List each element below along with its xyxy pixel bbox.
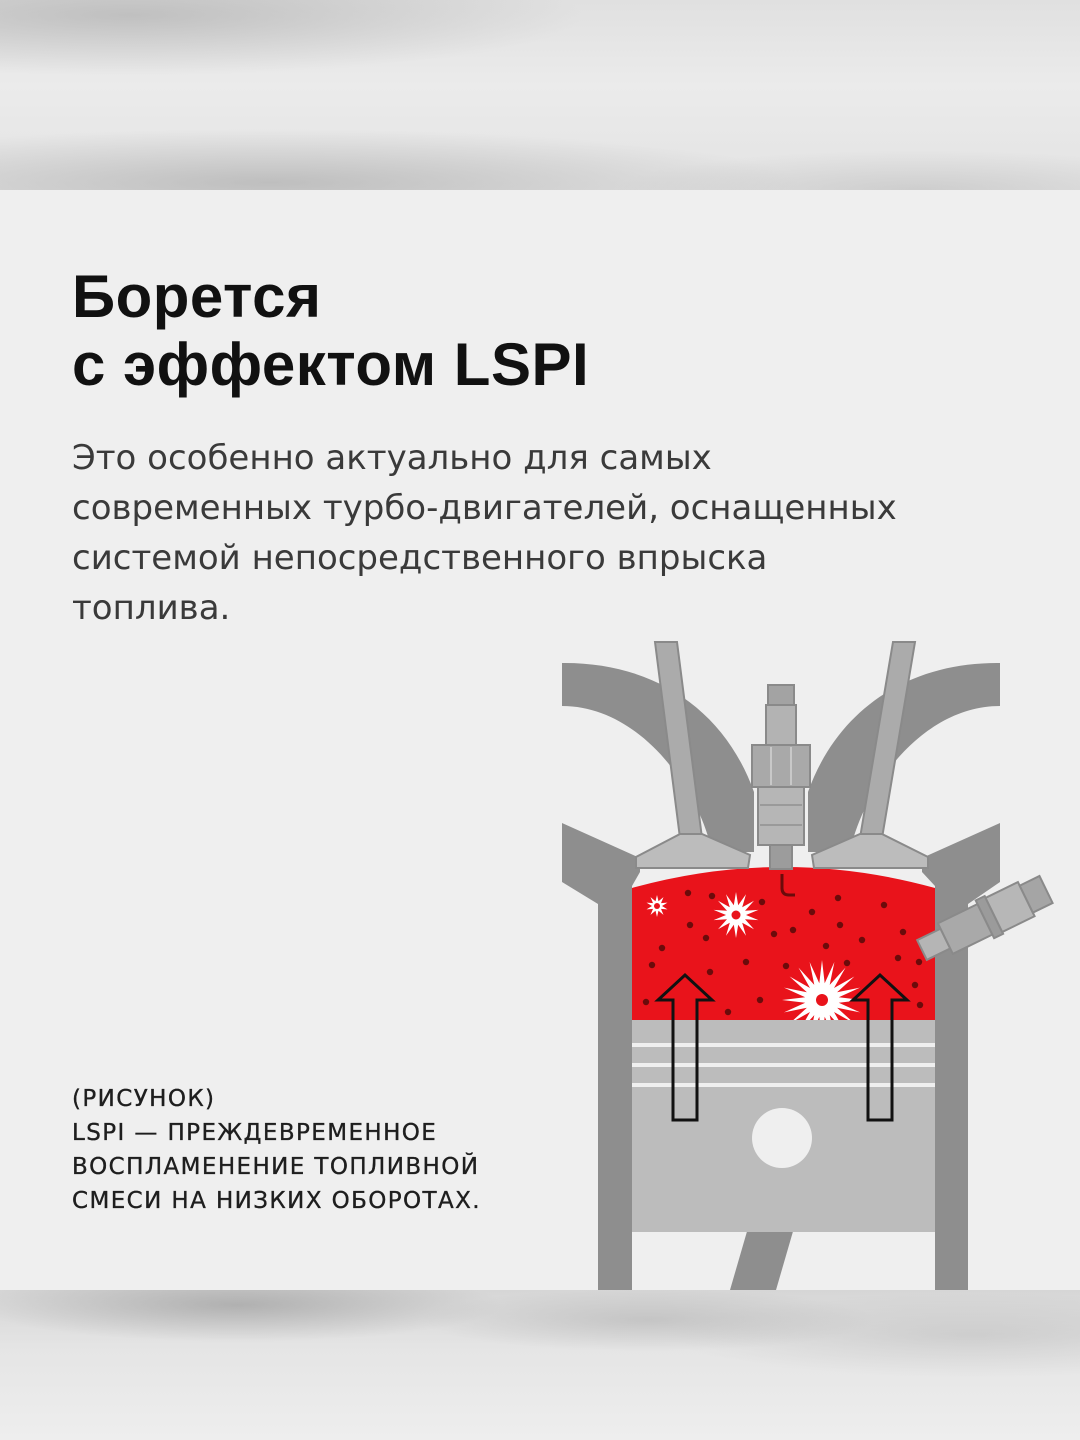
description-paragraph [72, 433, 897, 633]
description-line: Это особенно актуально для самых [72, 438, 712, 478]
fuel-droplet [771, 931, 777, 937]
fuel-droplet [685, 890, 691, 896]
description-line: современных турбо-двигателей, оснащенных [72, 488, 897, 528]
caption-line: СМЕСИ НА НИЗКИХ ОБОРОТАХ. [72, 1188, 482, 1214]
spark-plug-insulator [766, 705, 796, 747]
engine-cylinder-cross-section-icon [540, 630, 1060, 1290]
fuel-droplet [859, 937, 865, 943]
headline [72, 263, 589, 399]
blurred-background-top [0, 0, 1080, 190]
spark-plug [752, 685, 810, 895]
piston-pin-hole [752, 1108, 812, 1168]
fuel-droplet [844, 960, 850, 966]
fuel-droplet [895, 955, 901, 961]
fuel-droplet [809, 909, 815, 915]
fuel-droplet [759, 899, 765, 905]
description-line: системой непосредственного впрыска [72, 538, 768, 578]
spark-plug-terminal [768, 685, 794, 705]
fuel-droplet [709, 893, 715, 899]
fuel-droplet [725, 1009, 731, 1015]
caption-line: ВОСПЛАМЕНЕНИЕ ТОПЛИВНОЙ [72, 1154, 480, 1180]
fuel-droplet [649, 962, 655, 968]
fuel-droplet [703, 935, 709, 941]
description-line: топлива. [72, 588, 231, 628]
cylinder-wall-left [562, 823, 640, 1290]
fuel-droplet [743, 959, 749, 965]
ignition-flash-large-core [816, 994, 828, 1006]
spark-plug-body [758, 787, 804, 845]
figure-caption [72, 1082, 481, 1218]
ignition-flash-small-core [654, 903, 660, 909]
connecting-rod [730, 1228, 794, 1290]
fuel-droplet [643, 999, 649, 1005]
fuel-droplet [687, 922, 693, 928]
fuel-droplet [881, 902, 887, 908]
piston-ring-groove [632, 1083, 935, 1087]
fuel-droplet [783, 963, 789, 969]
fuel-droplet [790, 927, 796, 933]
fuel-droplet [823, 943, 829, 949]
spark-plug-hex [752, 745, 810, 787]
fuel-droplet [917, 1002, 923, 1008]
blurred-background-bottom [0, 1290, 1080, 1440]
fuel-droplet [757, 997, 763, 1003]
headline-line-2: с эффектом LSPI [72, 331, 590, 398]
spark-plug-tip [770, 845, 792, 869]
fuel-droplet [912, 982, 918, 988]
piston-ring-groove [632, 1043, 935, 1047]
fuel-droplet [707, 969, 713, 975]
fuel-droplet [916, 959, 922, 965]
intake-port [562, 663, 754, 852]
caption-line: (РИСУНОК) [72, 1086, 216, 1112]
caption-line: LSPI — ПРЕЖДЕВРЕМЕННОЕ [72, 1120, 438, 1146]
fuel-droplet [835, 895, 841, 901]
piston-ring-groove [632, 1063, 935, 1067]
headline-line-1: Борется [72, 263, 322, 330]
fuel-droplet [659, 945, 665, 951]
fuel-droplet [837, 922, 843, 928]
ignition-flash-medium-core [732, 911, 741, 920]
fuel-droplet [900, 929, 906, 935]
